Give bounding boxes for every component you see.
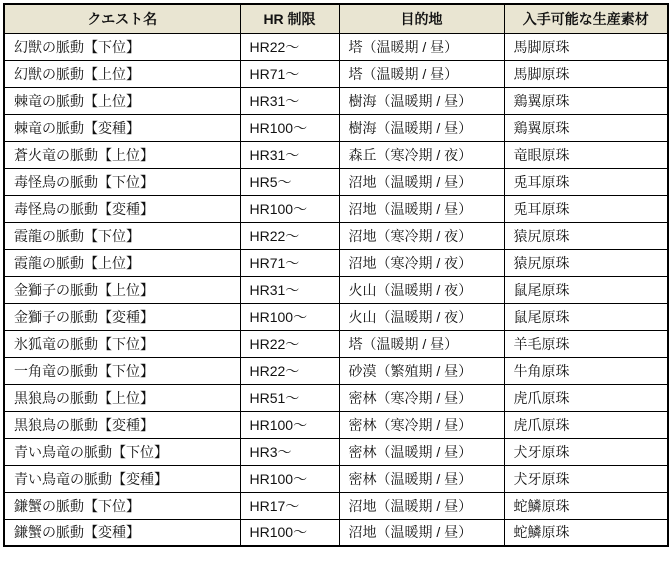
table-row	[4, 87, 668, 114]
cell-quest: 毒怪鳥の脈動【下位】	[4, 168, 240, 195]
cell-quest: 氷狐竜の脈動【下位】	[4, 330, 240, 357]
cell-material: 羊毛原珠	[504, 330, 668, 357]
cell-material: 牛角原珠	[504, 357, 668, 384]
cell-material: 虎爪原珠	[504, 384, 668, 411]
table-row	[4, 303, 668, 330]
table-row	[4, 33, 668, 60]
cell-destination: 沼地（寒冷期 / 夜）	[339, 249, 504, 276]
cell-material: 虎爪原珠	[504, 411, 668, 438]
cell-material: 竜眼原珠	[504, 141, 668, 168]
header-hr-limit: HR 制限	[240, 4, 339, 33]
table-row	[4, 438, 668, 465]
cell-destination: 火山（温暖期 / 夜）	[339, 303, 504, 330]
table-row	[4, 492, 668, 519]
table-row	[4, 330, 668, 357]
cell-quest: 黒狼鳥の脈動【上位】	[4, 384, 240, 411]
cell-quest: 霞龍の脈動【下位】	[4, 222, 240, 249]
cell-quest: 金獅子の脈動【変種】	[4, 303, 240, 330]
cell-destination: 砂漠（繁殖期 / 昼）	[339, 357, 504, 384]
cell-destination: 樹海（温暖期 / 昼）	[339, 114, 504, 141]
cell-hr: HR22～	[240, 33, 339, 60]
table-row	[4, 249, 668, 276]
quest-table	[3, 3, 669, 547]
header-row	[4, 4, 668, 33]
cell-material: 兎耳原珠	[504, 168, 668, 195]
cell-material: 猿尻原珠	[504, 222, 668, 249]
table-row	[4, 141, 668, 168]
table-row	[4, 465, 668, 492]
cell-quest: 黒狼鳥の脈動【変種】	[4, 411, 240, 438]
table-row	[4, 384, 668, 411]
cell-quest: 青い鳥竜の脈動【下位】	[4, 438, 240, 465]
cell-material: 蛇鱗原珠	[504, 519, 668, 546]
cell-quest: 一角竜の脈動【下位】	[4, 357, 240, 384]
table-row	[4, 222, 668, 249]
table-row	[4, 168, 668, 195]
cell-material: 犬牙原珠	[504, 438, 668, 465]
cell-quest: 蒼火竜の脈動【上位】	[4, 141, 240, 168]
cell-material: 鶏翼原珠	[504, 87, 668, 114]
cell-hr: HR22～	[240, 330, 339, 357]
cell-hr: HR3～	[240, 438, 339, 465]
cell-hr: HR5～	[240, 168, 339, 195]
table-row	[4, 114, 668, 141]
cell-hr: HR100～	[240, 519, 339, 546]
cell-quest: 青い鳥竜の脈動【変種】	[4, 465, 240, 492]
cell-destination: 沼地（温暖期 / 昼）	[339, 492, 504, 519]
table-row	[4, 411, 668, 438]
cell-material: 犬牙原珠	[504, 465, 668, 492]
cell-hr: HR31～	[240, 141, 339, 168]
cell-quest: 棘竜の脈動【上位】	[4, 87, 240, 114]
cell-quest: 霞龍の脈動【上位】	[4, 249, 240, 276]
cell-quest: 金獅子の脈動【上位】	[4, 276, 240, 303]
table-row	[4, 357, 668, 384]
cell-quest: 毒怪鳥の脈動【変種】	[4, 195, 240, 222]
cell-material: 蛇鱗原珠	[504, 492, 668, 519]
cell-destination: 沼地（寒冷期 / 夜）	[339, 222, 504, 249]
cell-hr: HR71～	[240, 60, 339, 87]
cell-hr: HR22～	[240, 357, 339, 384]
cell-hr: HR100～	[240, 303, 339, 330]
cell-hr: HR71～	[240, 249, 339, 276]
header-quest-name: クエスト名	[4, 4, 240, 33]
cell-quest: 鎌蟹の脈動【下位】	[4, 492, 240, 519]
cell-material: 馬脚原珠	[504, 60, 668, 87]
cell-destination: 沼地（温暖期 / 昼）	[339, 519, 504, 546]
cell-hr: HR100～	[240, 114, 339, 141]
quest-table-body	[4, 33, 668, 546]
cell-quest: 幻獣の脈動【下位】	[4, 33, 240, 60]
cell-hr: HR51～	[240, 384, 339, 411]
cell-material: 猿尻原珠	[504, 249, 668, 276]
cell-destination: 森丘（寒冷期 / 夜）	[339, 141, 504, 168]
cell-hr: HR100～	[240, 465, 339, 492]
cell-destination: 密林（温暖期 / 昼）	[339, 465, 504, 492]
cell-destination: 塔（温暖期 / 昼）	[339, 60, 504, 87]
cell-destination: 塔（温暖期 / 昼）	[339, 330, 504, 357]
cell-material: 兎耳原珠	[504, 195, 668, 222]
cell-material: 鼠尾原珠	[504, 276, 668, 303]
cell-hr: HR100～	[240, 411, 339, 438]
cell-material: 馬脚原珠	[504, 33, 668, 60]
cell-destination: 火山（温暖期 / 夜）	[339, 276, 504, 303]
cell-hr: HR31～	[240, 87, 339, 114]
header-material: 入手可能な生産素材	[504, 4, 668, 33]
table-row	[4, 60, 668, 87]
header-destination: 目的地	[339, 4, 504, 33]
cell-material: 鼠尾原珠	[504, 303, 668, 330]
cell-destination: 密林（寒冷期 / 昼）	[339, 384, 504, 411]
cell-quest: 鎌蟹の脈動【変種】	[4, 519, 240, 546]
cell-hr: HR31～	[240, 276, 339, 303]
cell-destination: 密林（温暖期 / 昼）	[339, 438, 504, 465]
cell-destination: 塔（温暖期 / 昼）	[339, 33, 504, 60]
table-row	[4, 519, 668, 546]
table-row	[4, 195, 668, 222]
cell-quest: 棘竜の脈動【変種】	[4, 114, 240, 141]
cell-destination: 沼地（温暖期 / 昼）	[339, 168, 504, 195]
cell-hr: HR22～	[240, 222, 339, 249]
cell-destination: 密林（寒冷期 / 昼）	[339, 411, 504, 438]
table-row	[4, 276, 668, 303]
cell-destination: 沼地（温暖期 / 昼）	[339, 195, 504, 222]
cell-material: 鶏翼原珠	[504, 114, 668, 141]
cell-hr: HR17～	[240, 492, 339, 519]
cell-hr: HR100～	[240, 195, 339, 222]
cell-quest: 幻獣の脈動【上位】	[4, 60, 240, 87]
cell-destination: 樹海（温暖期 / 昼）	[339, 87, 504, 114]
quest-table-header	[4, 4, 668, 33]
